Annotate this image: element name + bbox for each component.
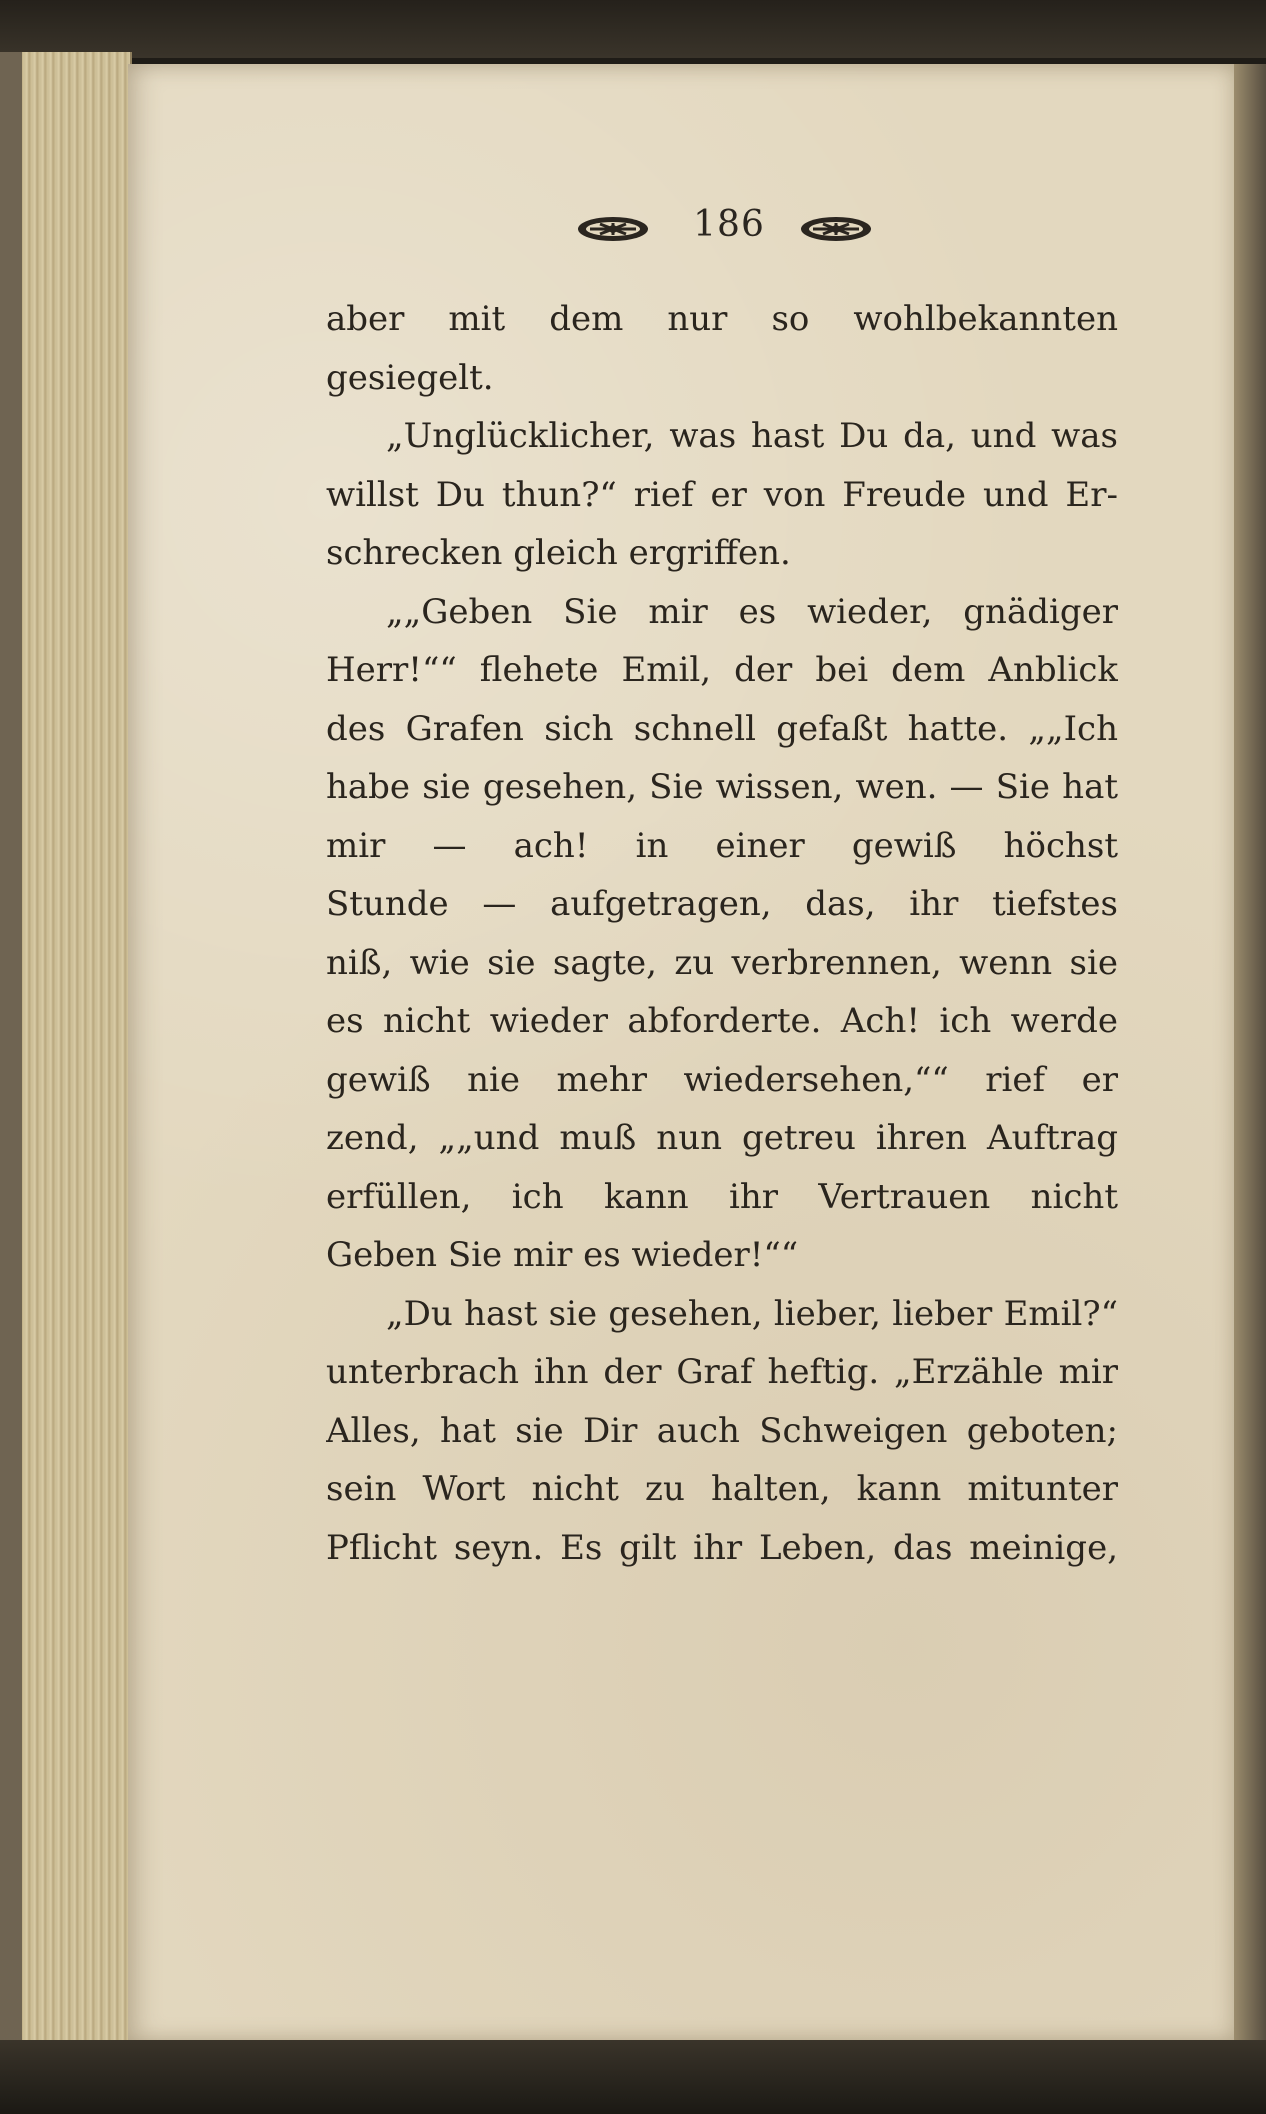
book-gutter-edge — [1234, 64, 1266, 2042]
text-line: unterbrach ihn der Graf heftig. „Erzähle mir — [326, 1352, 1118, 1392]
text-line: mir — ach! in einer gewiß höchst — [326, 825, 1118, 866]
text-line: es nicht wieder abforderte. Ach! ich werde — [326, 1001, 1118, 1041]
text-line: niß, wie sie sagte, zu verbrennen, wenn sie — [326, 942, 1118, 983]
text-line: Geben Sie mir es wieder!““ — [326, 1235, 799, 1275]
text-line: Alles, hat sie Dir auch Schweigen geboten; — [326, 1410, 1118, 1451]
text-line: habe sie gesehen, Sie wissen, wen. — Sie hat — [326, 767, 1118, 807]
ornament-icon — [799, 214, 873, 244]
text-line: Stunde — aufgetragen, das, ihr tiefstes — [326, 884, 1118, 924]
text-line: zend, „„und muß nun getreu ihren Auftrag — [326, 1118, 1118, 1158]
page-text — [326, 290, 1118, 1577]
book-bottom-edge — [0, 2040, 1266, 2114]
text-line: „„Geben Sie mir es wieder, gnädiger — [386, 591, 1118, 632]
text-line: des Grafen sich schnell gefaßt hatte. „„Ich — [326, 708, 1118, 749]
text-line: Herr!““ flehete Emil, der bei dem Anblick — [326, 650, 1118, 690]
text-line: gesiegelt. — [326, 357, 494, 398]
text-line: erfüllen, ich kann ihr Vertrauen nicht — [326, 1176, 1118, 1217]
text-line: gewiß nie mehr wiedersehen,““ rief er — [326, 1059, 1118, 1100]
ornament-icon — [576, 214, 650, 244]
text-line: aber mit dem nur so wohlbekannten — [326, 299, 1118, 339]
text-line: „Unglücklicher, was hast Du da, und was — [386, 416, 1118, 456]
text-line: „Du hast sie gesehen, lieber, lieber Emil?“ — [386, 1293, 1118, 1334]
text-line: schrecken gleich ergriffen. — [326, 533, 791, 573]
text-line: Pflicht seyn. Es gilt ihr Leben, das meinige, — [326, 1527, 1118, 1568]
page-number: 186 — [693, 204, 765, 245]
book-cover-edge — [0, 52, 22, 2047]
text-line: willst Du thun?“ rief er von Freude und Er- — [326, 474, 1118, 515]
text-line: sein Wort nicht zu halten, kann mitunter — [326, 1469, 1118, 1509]
book-top-edge — [0, 0, 1266, 58]
